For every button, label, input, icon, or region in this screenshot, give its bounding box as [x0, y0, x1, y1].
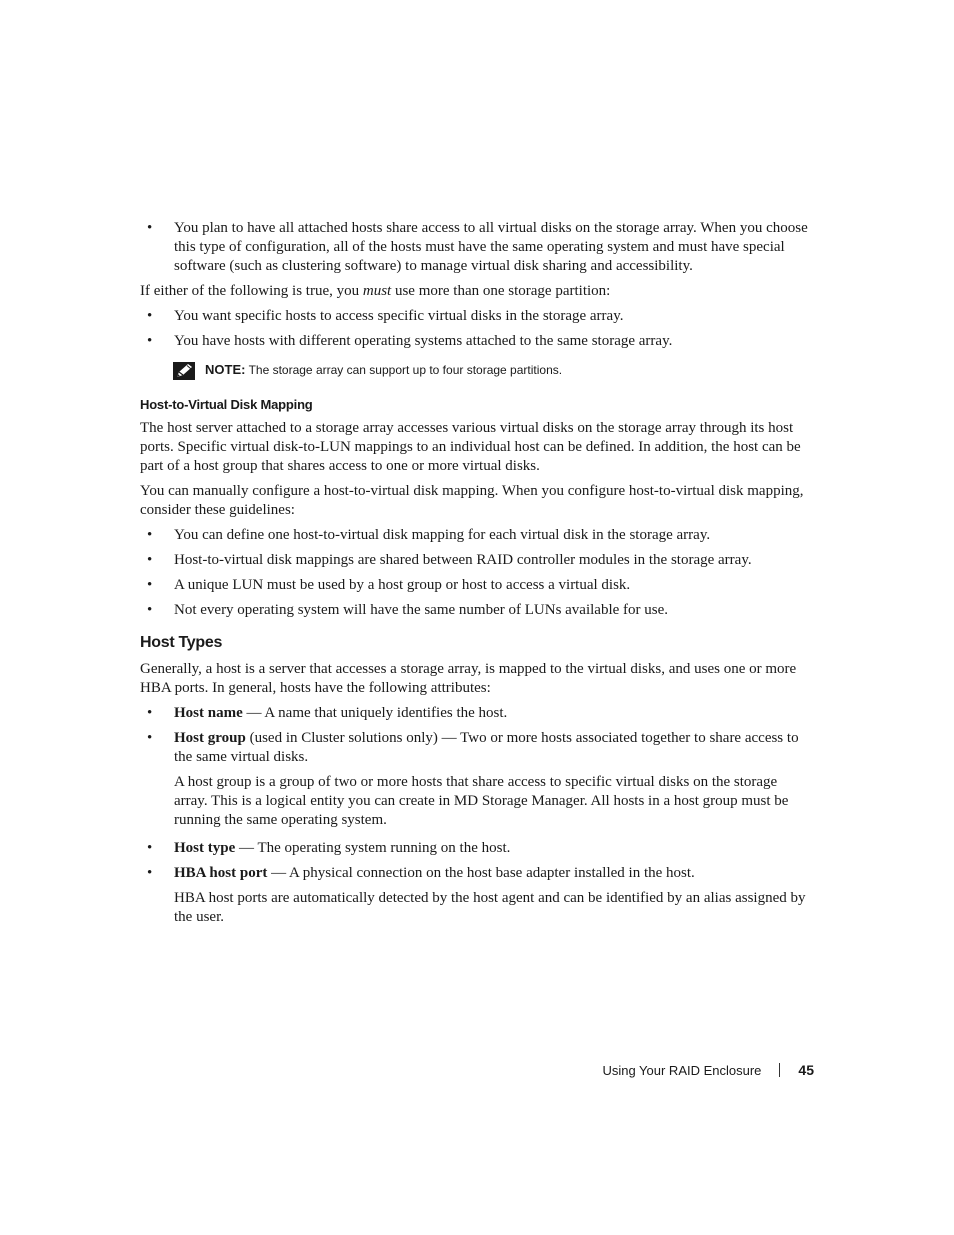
term: HBA host port — [174, 865, 268, 881]
list-item: • You can define one host-to-virtual disk mapping for each virtual disk in the storage array. — [147, 527, 711, 543]
list-item: • Host type — The operating system running on the host. — [147, 840, 511, 856]
mapping-para-2: You can manually configure a host-to-virtual disk mapping. When you configure host-to-virtual disk mapping, consider these guidelines: — [140, 483, 804, 518]
list-item: • Host group (used in Cluster solutions only) — Two or more hosts associated together to share access to the same virtual disks. A host group is a group of two or more hosts that share access to specific virtual disks on the storage array. This is a logical entity you can create in MD Storage Manager. All hosts in a host group must be running the same operating system. — [140, 729, 812, 830]
list-item: • You plan to have all attached hosts share access to all virtual disks on the storage array. When you choose this type of configuration, all of the hosts must have the same operating system and must have special software (such as clustering software) to manage virtual disk sharing and accessibility. — [147, 220, 808, 274]
footer-divider — [779, 1063, 780, 1077]
list-item: • Not every operating system will have the same number of LUNs available for use. — [147, 602, 669, 618]
list-item: • A unique LUN must be used by a host group or host to access a virtual disk. — [147, 577, 631, 593]
list-item: • Host name — A name that uniquely identifies the host. — [147, 705, 508, 721]
host-attributes-list — [140, 704, 812, 927]
list-item: • HBA host port — A physical connection on the host base adapter installed in the host. HBA host ports are automatically detected by the host agent and can be identified by an alias assigned by the user. — [140, 864, 812, 927]
mapping-guidelines-list — [140, 526, 812, 620]
mapping-para-1: The host server attached to a storage array accesses various virtual disks on the storage array through its host ports. Specific virtual disk-to-LUN mappings to an individual host can be defined. In addition, the host can be part of a host group that shares access to one or more virtual disks. — [140, 420, 801, 474]
host-group-detail: A host group is a group of two or more hosts that share access to specific virtual disks on the storage array. This is a logical entity you can create in MD Storage Manager. All hosts in a host group must be running the same operating system. — [174, 774, 789, 828]
list-item: • You want specific hosts to access specific virtual disks in the storage array. — [147, 308, 624, 324]
page-content — [140, 219, 812, 933]
hba-detail: HBA host ports are automatically detected by the host agent and can be identified by an alias assigned by the user. — [174, 890, 806, 925]
emphasis: must — [362, 283, 392, 299]
partition-bullet-list — [140, 307, 812, 351]
list-item: • You have hosts with different operating systems attached to the same storage array. — [147, 333, 673, 349]
list-item: • Host-to-virtual disk mappings are shared between RAID controller modules in the storage array. — [147, 552, 752, 568]
note-callout — [140, 361, 812, 381]
note-text: The storage array can support up to four storage partitions. — [245, 363, 563, 377]
term: Host name — [174, 705, 243, 721]
page-number: 45 — [798, 1062, 814, 1078]
intro-bullet-list — [140, 219, 812, 276]
term: Host type — [174, 840, 236, 856]
partition-intro: If either of the following is true, you must use more than one storage partition: — [140, 283, 611, 299]
host-types-heading: Host Types — [140, 634, 223, 651]
bullet: • — [147, 220, 153, 236]
chapter-title: Using Your RAID Enclosure — [602, 1062, 762, 1078]
note-pencil-icon — [173, 362, 195, 380]
mapping-heading: Host-to-Virtual Disk Mapping — [140, 397, 313, 412]
term: Host group — [174, 730, 246, 746]
note-label: NOTE: — [205, 362, 246, 377]
page-footer — [602, 1062, 814, 1078]
host-types-intro: Generally, a host is a server that accesses a storage array, is mapped to the virtual disks, and uses one or more HBA ports. In general, hosts have the following attributes: — [140, 661, 797, 696]
